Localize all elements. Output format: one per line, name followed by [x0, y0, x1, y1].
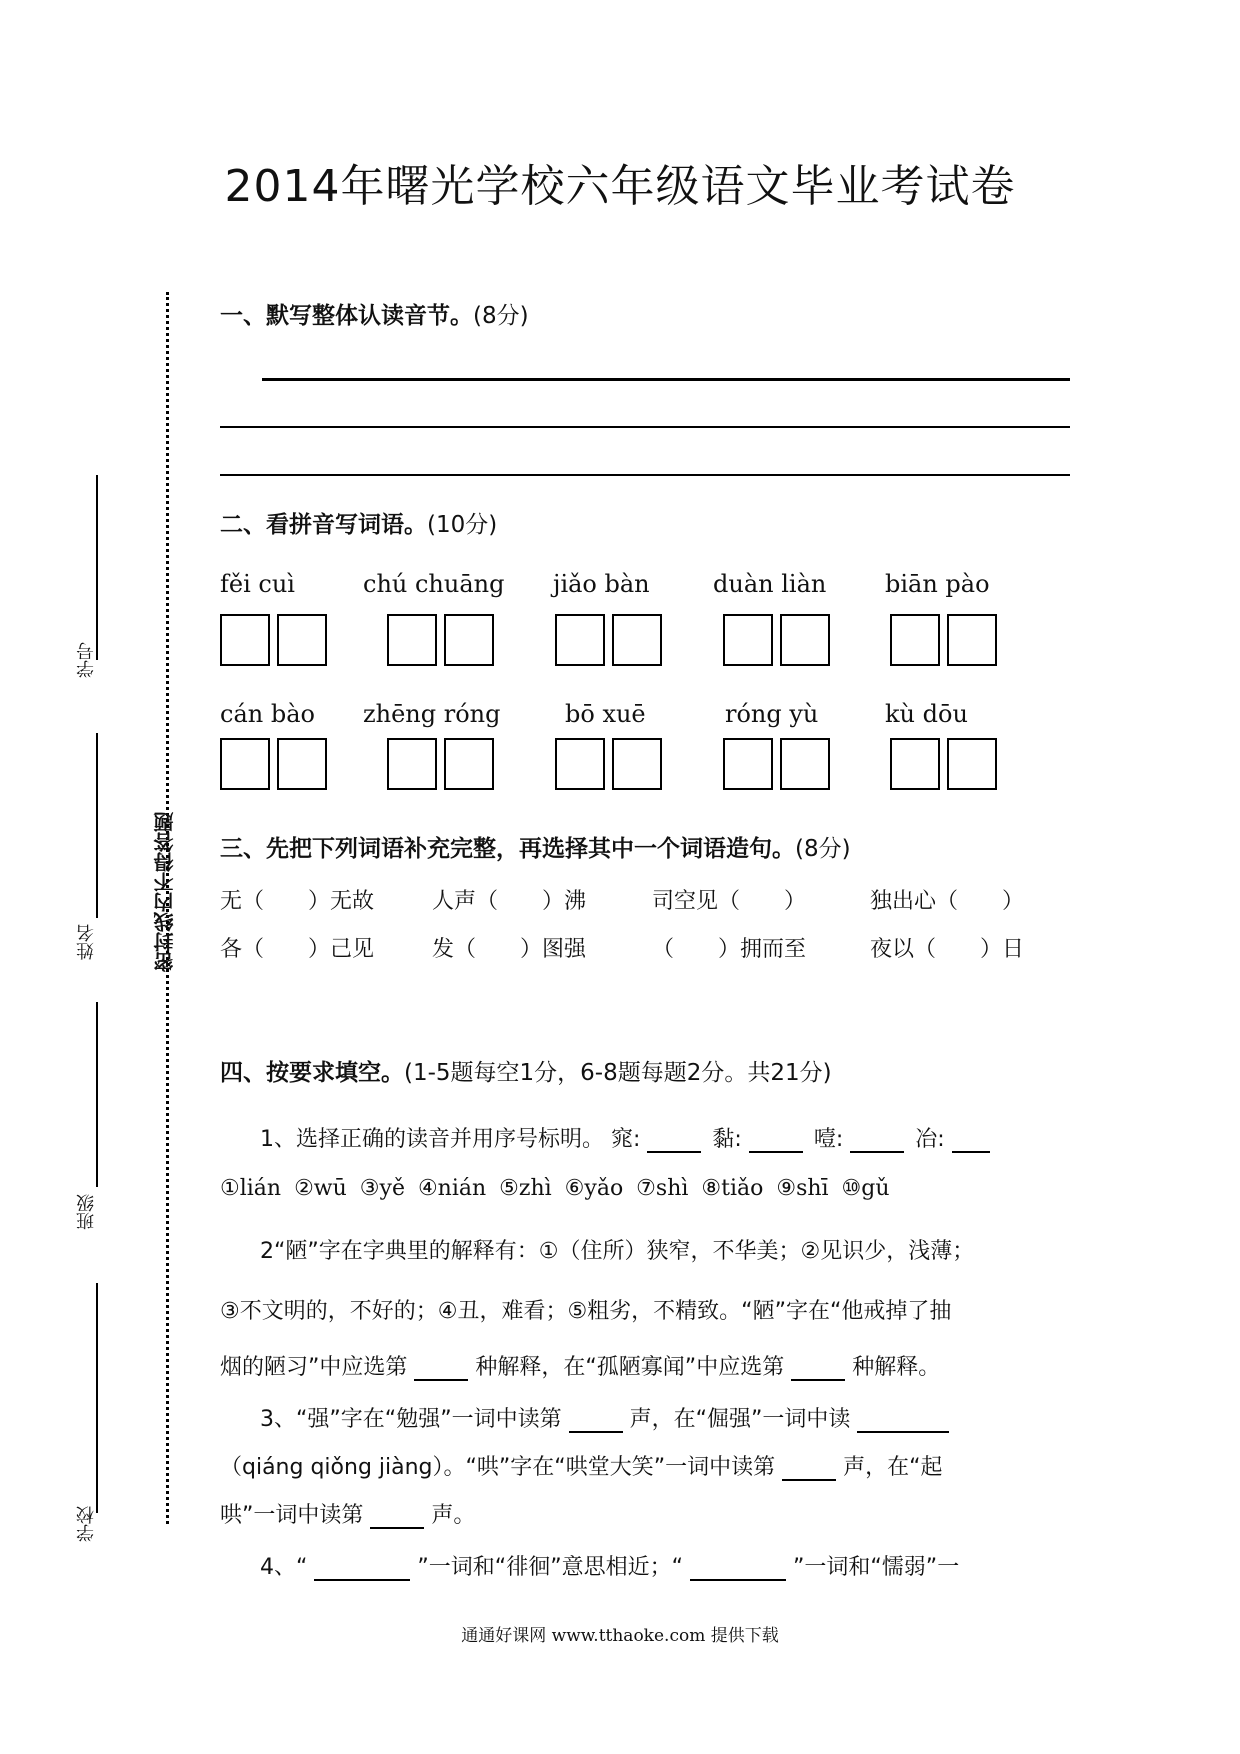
- pinyin-2: chú chuāng: [363, 570, 505, 598]
- char-box[interactable]: [890, 614, 940, 666]
- q1-blank-1[interactable]: [647, 1129, 701, 1153]
- name-line[interactable]: [96, 733, 98, 918]
- class-label: 班级: [76, 1194, 97, 1230]
- q1-blank-2[interactable]: [749, 1129, 803, 1153]
- pinyin-4: duàn liàn: [713, 570, 827, 598]
- page-title: 2014年曙光学校六年级语文毕业考试卷: [224, 161, 1016, 212]
- pinyin-3: jiǎo bàn: [553, 570, 650, 598]
- char-box[interactable]: [555, 738, 605, 790]
- section3-heading: [220, 830, 851, 863]
- char-box[interactable]: [555, 614, 605, 666]
- q4-line: [260, 1550, 959, 1581]
- q1-options: ①lián ②wū ③yě ④nián ⑤zhì ⑥yǎo ⑦shì ⑧tiǎo ⑨shī ⑩gǔ: [220, 1176, 890, 1201]
- q3-text-c: （qiáng qiǒng jiàng）。“哄”字在“哄堂大笑”一词中读第: [220, 1455, 776, 1480]
- idiom-5: 各（ ）己见: [220, 937, 375, 962]
- section4-title: 四、按要求填空。: [220, 1060, 404, 1086]
- idiom-6: 发（ ）图强: [432, 937, 587, 962]
- pinyin-10: kù dōu: [885, 700, 968, 728]
- name-label: 姓名: [76, 924, 97, 960]
- char-box[interactable]: [947, 738, 997, 790]
- school-label: 学校: [76, 1506, 97, 1542]
- student-id-label: 学号: [76, 642, 97, 678]
- idiom-4: 独出心（ ）: [870, 889, 1025, 914]
- q1-item-1: 窕:: [611, 1127, 641, 1152]
- char-box[interactable]: [387, 738, 437, 790]
- q3-blank-3[interactable]: [782, 1457, 836, 1481]
- q4-blank-1[interactable]: [314, 1557, 410, 1581]
- q3-text-f: 声。: [431, 1503, 476, 1528]
- char-box[interactable]: [723, 614, 773, 666]
- char-box[interactable]: [723, 738, 773, 790]
- char-box[interactable]: [444, 614, 494, 666]
- idiom-2: 人声（ ）沸: [432, 889, 587, 914]
- section4-heading: [220, 1054, 832, 1087]
- q3-text-a: 3、“强”字在“勉强”一词中读第: [260, 1407, 562, 1432]
- class-line[interactable]: [96, 1002, 98, 1187]
- footer-credit: 通通好课网 www.tthaoke.com 提供下载: [461, 1626, 779, 1646]
- q1-blank-4[interactable]: [952, 1129, 990, 1153]
- idiom-7: （ ）拥而至: [652, 937, 807, 962]
- q1-item-2: 黏:: [712, 1127, 742, 1152]
- char-box[interactable]: [444, 738, 494, 790]
- answer-line-3[interactable]: [220, 474, 1070, 476]
- answer-line-1[interactable]: [262, 378, 1070, 381]
- idiom-1: 无（ ）无故: [220, 889, 375, 914]
- answer-line-2[interactable]: [220, 426, 1070, 428]
- section3-title: 三、先把下列词语补充完整，再选择其中一个词语造句。: [220, 836, 795, 862]
- q3-line3: [220, 1498, 475, 1529]
- section1-title: 一、默写整体认读音节。: [220, 303, 473, 329]
- q1-blank-3[interactable]: [850, 1129, 904, 1153]
- q3-text-e: 哄”一词中读第: [220, 1503, 364, 1528]
- char-box[interactable]: [277, 614, 327, 666]
- section3-score: (8分): [795, 836, 851, 862]
- q1-line: [260, 1122, 990, 1153]
- section2-score: (10分): [427, 512, 498, 538]
- q1-item-4: 冶:: [915, 1127, 945, 1152]
- q4-blank-2[interactable]: [690, 1557, 786, 1581]
- q1-item-3: 噎:: [813, 1127, 844, 1152]
- idiom-3: 司空见（ ）: [652, 889, 807, 914]
- q2-line2: ③不文明的，不好的；④丑，难看；⑤粗劣，不精致。“陋”字在“他戒掉了抽: [220, 1299, 952, 1324]
- q2-blank-2[interactable]: [791, 1357, 845, 1381]
- q2-line1: 2“陋”字在字典里的解释有：①（住所）狭窄，不华美；②见识少，浅薄；: [260, 1239, 975, 1264]
- q1-text: 1、选择正确的读音并用序号标明。: [260, 1127, 604, 1152]
- q4-text-b: ”一词和“徘徊”意思相近；“: [417, 1555, 683, 1580]
- q2-text-c: 种解释。: [852, 1355, 941, 1380]
- q3-line1: [260, 1402, 949, 1433]
- char-box[interactable]: [220, 738, 270, 790]
- q4-text-a: 4、“: [260, 1555, 308, 1580]
- char-box[interactable]: [220, 614, 270, 666]
- section4-score: (1-5题每空1分，6-8题每题2分。共21分): [404, 1060, 832, 1086]
- pinyin-1: fěi cuì: [220, 570, 295, 598]
- char-box[interactable]: [947, 614, 997, 666]
- school-line[interactable]: [96, 1283, 98, 1513]
- pinyin-8: bō xuē: [565, 700, 646, 728]
- q3-text-d: 声，在“起: [843, 1455, 943, 1480]
- q2-blank-1[interactable]: [414, 1357, 468, 1381]
- char-box[interactable]: [890, 738, 940, 790]
- q3-blank-1[interactable]: [569, 1409, 623, 1433]
- section2-title: 二、看拼音写词语。: [220, 512, 427, 538]
- section2-heading: [220, 506, 497, 539]
- student-id-line[interactable]: [96, 475, 98, 660]
- char-box[interactable]: [612, 614, 662, 666]
- pinyin-5: biān pào: [885, 570, 990, 598]
- q3-text-b: 声，在“倔强”一词中读: [629, 1407, 851, 1432]
- seal-notice: 密封线内不得答题: [153, 812, 177, 972]
- pinyin-7: zhēng róng: [363, 700, 501, 728]
- char-box[interactable]: [780, 738, 830, 790]
- pinyin-9: róng yù: [725, 700, 819, 728]
- q2-line3: [220, 1350, 940, 1381]
- idiom-8: 夜以（ ）日: [870, 937, 1025, 962]
- q3-blank-2[interactable]: [857, 1409, 949, 1433]
- char-box[interactable]: [612, 738, 662, 790]
- q2-text-b: 种解释，在“孤陋寡闻”中应选第: [475, 1355, 785, 1380]
- char-box[interactable]: [387, 614, 437, 666]
- q3-line2: [220, 1450, 943, 1481]
- section1-score: (8分): [473, 303, 529, 329]
- pinyin-6: cán bào: [220, 700, 315, 728]
- section1-heading: [220, 297, 529, 330]
- q4-text-c: ”一词和“懦弱”一: [793, 1555, 960, 1580]
- char-box[interactable]: [277, 738, 327, 790]
- char-box[interactable]: [780, 614, 830, 666]
- q3-blank-4[interactable]: [370, 1505, 424, 1529]
- q2-text-a: 烟的陋习”中应选第: [220, 1355, 408, 1380]
